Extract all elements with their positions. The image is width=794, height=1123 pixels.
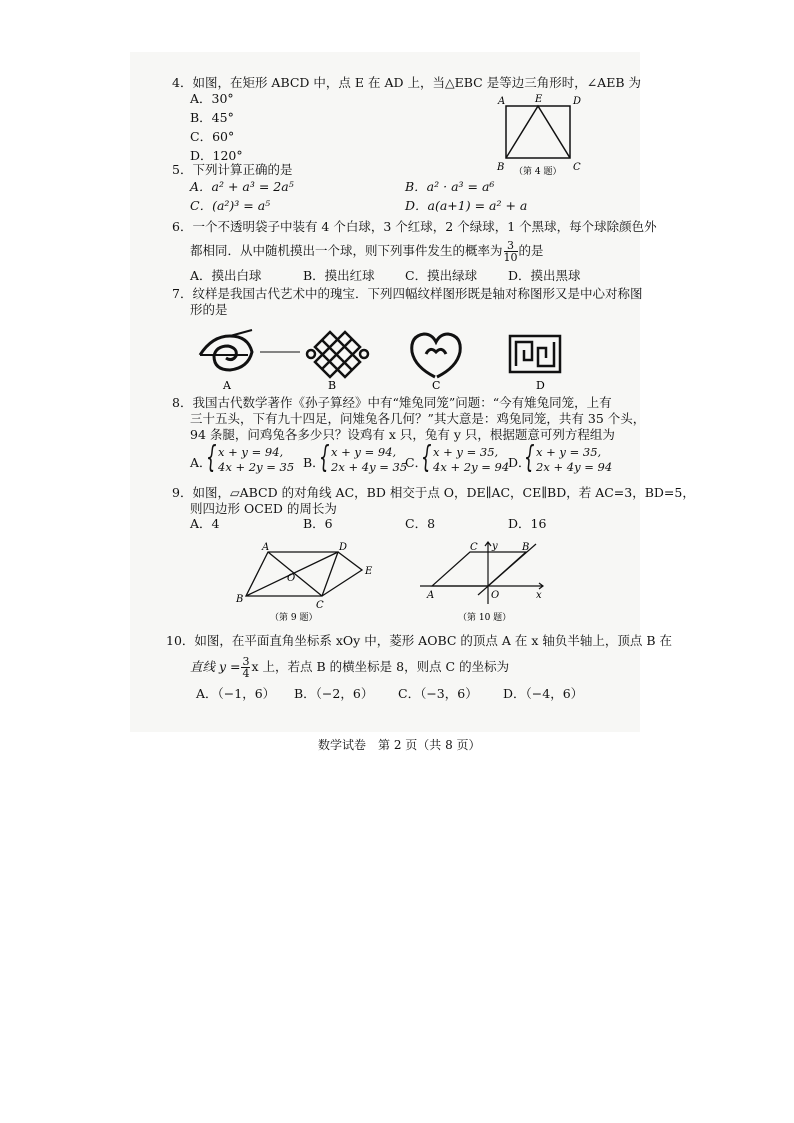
q10-label-a: A (427, 590, 435, 601)
q8-option-d-letter: D． (508, 455, 531, 470)
q9-text1: 如图，▱ABCD 的对角线 AC，BD 相交于点 O，DE∥AC，CE∥BD，若 AC=3，BD=5， (192, 485, 695, 500)
q4-option-b: B．45° (190, 110, 234, 125)
q7-stem-line1 (172, 286, 642, 302)
q9-number: 9． (172, 485, 193, 500)
q4-text: 如图，在矩形 ABCD 中，点 E 在 AD 上，当△EBC 是等边三角形时，∠AEB 为 (192, 75, 641, 90)
q10-number: 10． (166, 633, 195, 648)
q8-option-c-system: { x + y = 35, 4x + 2y = 94 (421, 440, 510, 475)
q7-stem-line2: 形的是 (190, 302, 228, 317)
q7-pattern-b (307, 332, 368, 377)
q4-label-a: A (498, 96, 506, 107)
q4-figure (490, 92, 590, 182)
q9-label-e: E (365, 566, 373, 577)
q8-option-a-system: { x + y = 94, 4x + 2y = 35 (206, 440, 295, 475)
q9-de-ce (322, 552, 362, 596)
q4-triangle (506, 106, 570, 158)
q7-label-b: B (328, 379, 337, 392)
q10-label-x: x (536, 590, 542, 601)
q8-number: 8． (172, 395, 193, 410)
q8-option-d-system: { x + y = 35, 2x + 4y = 94 (524, 440, 613, 475)
q9-stem-line1 (172, 485, 695, 501)
q10-option-d: D．（−4，6） (503, 686, 584, 701)
q7-text1: 纹样是我国古代艺术中的瑰宝．下列四幅纹样图形既是轴对称图形又是中心对称图 (192, 286, 643, 301)
q6-text1: 一个不透明袋子中装有 4 个白球，3 个红球，2 个绿球，1 个黑球，每个球除颜色外 (192, 219, 657, 234)
q10-text1: 如图，在平面直角坐标系 xOy 中，菱形 AOBC 的顶点 A 在 x 轴负半轴上，顶点 B 在 (194, 633, 673, 648)
q6-frac-num: 3 (504, 240, 518, 252)
q8-stem-line2: 三十五头，下有九十四足，问雉兔各几何？”其大意是：鸡兔同笼，共有 35 个头， (190, 411, 646, 426)
q10-figure (418, 538, 558, 625)
q10-option-b: B．（−2，6） (294, 686, 374, 701)
q4-label-d: D (573, 96, 582, 107)
q10-stem-line2 (190, 656, 509, 679)
q8-option-c-letter: C． (405, 455, 428, 470)
q9-caption: （第 9 题） (270, 613, 318, 623)
q5-option-a: A．a² + a³ = 2a⁵ (190, 179, 294, 194)
q6-option-b: B．摸出红球 (303, 268, 375, 283)
q4-option-d: D．120° (190, 148, 243, 163)
q9-option-d: D．16 (508, 516, 547, 531)
q4-caption: （第 4 题） (514, 167, 562, 177)
q10-option-c: C．（−3，6） (398, 686, 478, 701)
q8-option-c-eq1: x + y = 35, (433, 445, 499, 459)
q9-stem-line2: 则四边形 OCED 的周长为 (190, 501, 337, 516)
q10-fraction (241, 656, 250, 679)
q8-option-b-letter: B． (303, 455, 325, 470)
q10-option-a: A．（−1，6） (196, 686, 276, 701)
q10-label-y: y (492, 541, 498, 552)
q8-stem-line1 (172, 395, 612, 411)
q8-option-a-eq1: x + y = 94, (218, 445, 284, 459)
q9-label-c: C (316, 600, 324, 611)
q10-frac-den: 4 (242, 667, 250, 680)
q10-caption: （第 10 题） (458, 613, 512, 623)
q4-label-b: B (497, 162, 505, 173)
q4-rectangle (506, 106, 570, 158)
q6-text2b: 的是 (518, 243, 544, 258)
q4-label-e: E (535, 94, 543, 105)
q10-rhombus (432, 552, 526, 586)
q10-label-b: B (522, 542, 530, 553)
q7-label-d: D (536, 379, 545, 392)
q5-option-d: D．a(a+1) = a² + a (405, 198, 528, 213)
q9-figure (230, 540, 380, 625)
q6-number: 6． (172, 219, 193, 234)
q6-frac-den: 10 (503, 251, 518, 264)
q9-label-b: B (236, 594, 244, 605)
q4-option-c: C．60° (190, 129, 235, 144)
q6-stem-line2 (190, 240, 544, 263)
q8-option-d-eq2: 2x + 4y = 94 (536, 460, 613, 474)
q8-text1: 我国古代数学著作《孙子算经》中有“雉兔同笼”问题：“今有雉兔同笼，上有 (192, 395, 612, 410)
q8-option-b-eq1: x + y = 94, (331, 445, 397, 459)
q4-label-c: C (573, 162, 581, 173)
q9-label-o: O (287, 573, 296, 584)
q10-label-c: C (470, 542, 478, 553)
q7-pattern-c (412, 334, 461, 377)
q9-label-a: A (262, 542, 270, 553)
q9-option-c: C．8 (405, 516, 436, 531)
q4-option-a: A．30° (190, 91, 234, 106)
q10-stem-line1 (166, 633, 672, 649)
q10-text2a: 直线 y = (190, 659, 241, 674)
q9-option-b: B．6 (303, 516, 333, 531)
q7-label-c: C (432, 379, 441, 392)
q6-option-a: A．摸出白球 (190, 268, 262, 283)
q5-option-b: B．a² · a³ = a⁶ (405, 179, 495, 194)
q8-option-b-system: { x + y = 94, 2x + 4y = 35 (319, 440, 408, 475)
q6-text2a: 都相同．从中随机摸出一个球，则下列事件发生的概率为 (190, 243, 503, 258)
q8-option-d-eq1: x + y = 35, (536, 445, 602, 459)
q8-option-c-eq2: 4x + 2y = 94 (433, 460, 510, 474)
q10-text2b: x 上，若点 B 的横坐标是 8，则点 C 的坐标为 (251, 659, 510, 674)
q7-figures (190, 322, 590, 392)
page-footer: 数学试卷 第 2 页（共 8 页） (318, 738, 481, 752)
q6-fraction (504, 240, 518, 263)
q9-option-a: A．4 (190, 516, 220, 531)
q9-label-d: D (339, 542, 348, 553)
q7-pattern-a (200, 330, 252, 370)
q10-label-o: O (491, 590, 500, 601)
q6-option-c: C．摸出绿球 (405, 268, 478, 283)
q7-number: 7． (172, 286, 193, 301)
q8-option-a-eq2: 4x + 2y = 35 (218, 460, 295, 474)
q10-frac-num: 3 (242, 655, 250, 668)
q5-text: 下列计算正确的是 (192, 162, 293, 177)
q8-option-b-eq2: 2x + 4y = 35 (331, 460, 408, 474)
q4-stem (172, 75, 641, 91)
q7-label-a: A (223, 379, 231, 392)
q5-stem (172, 162, 292, 178)
q6-option-d: D．摸出黑球 (508, 268, 581, 283)
q7-pattern-d (510, 336, 560, 372)
q4-number: 4． (172, 75, 193, 90)
q8-option-a-letter: A． (190, 455, 212, 470)
q5-option-c: C．(a²)³ = a⁵ (190, 198, 271, 213)
q5-number: 5． (172, 162, 193, 177)
q8-stem-line3: 94 条腿，问鸡兔各多少只？设鸡有 x 只，兔有 y 只，根据题意可列方程组为 (190, 427, 615, 442)
q6-stem-line1 (172, 219, 657, 235)
